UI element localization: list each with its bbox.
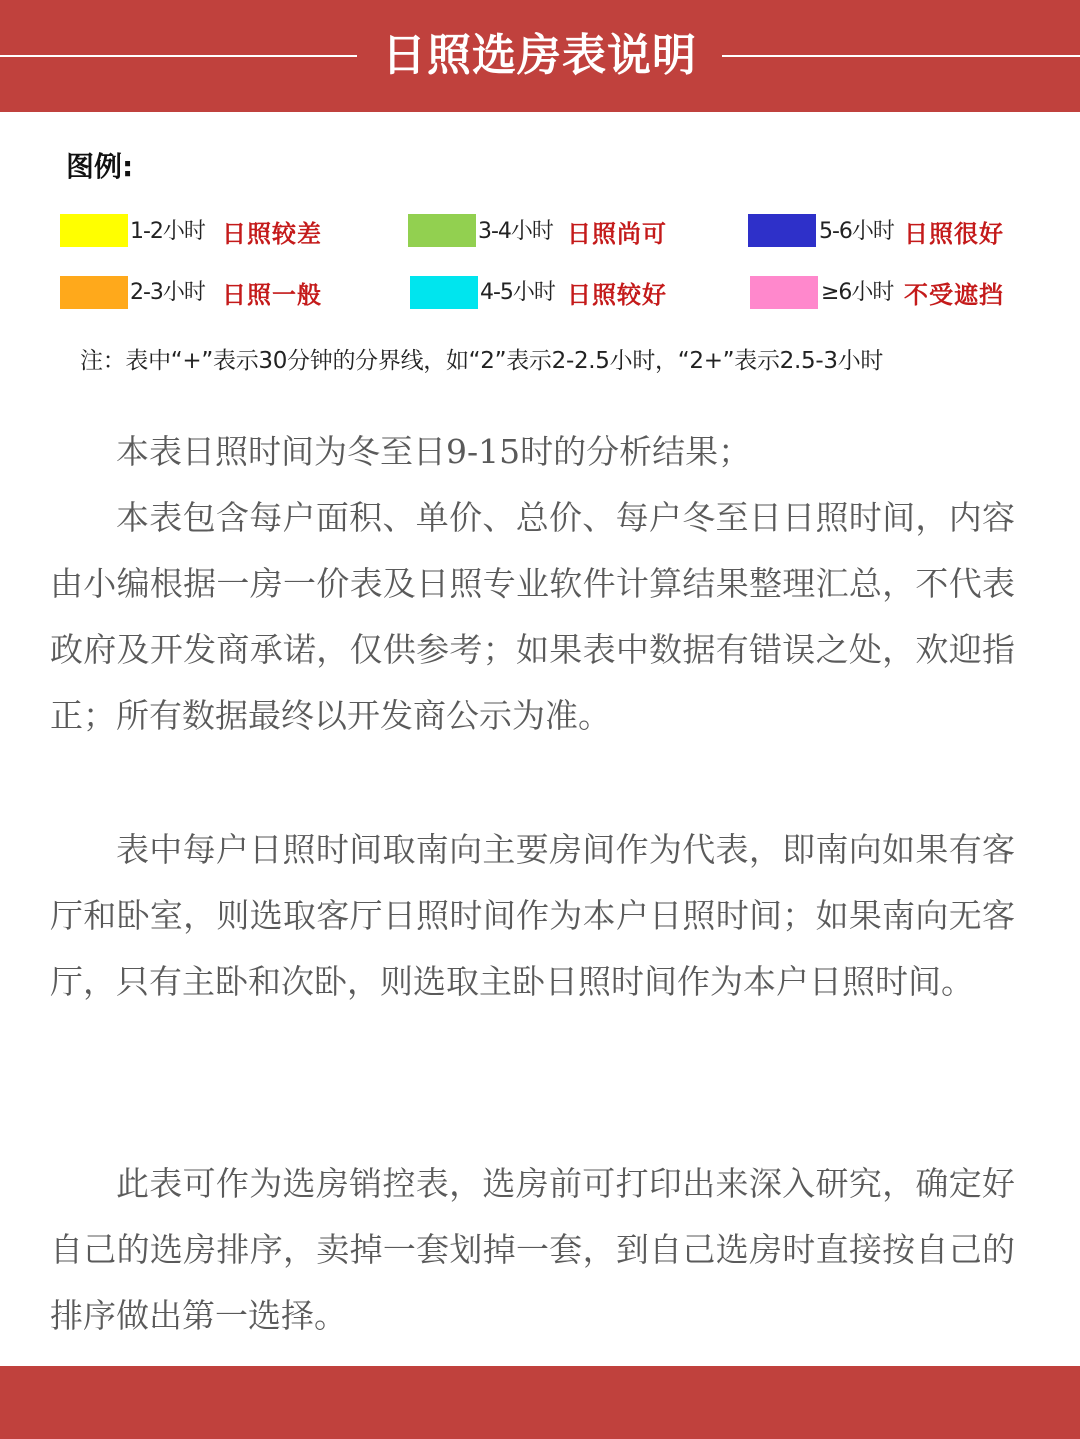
paragraph-usage-tip: 此表可作为选房销控表，选房前可打印出来深入研究，确定好自己的选房排序，卖掉一套划掉一套，到自己选房时直接按自己的排序做出第一选择。: [50, 1164, 1015, 1335]
legend-quality-3-4h: 日照尚可: [567, 220, 667, 248]
header-rule-left: [0, 55, 357, 57]
legend-quality-1-2h: 日照较差: [222, 220, 322, 248]
legend-range-2-3h: 2-3小时: [130, 280, 205, 305]
legend-range-1-2h: 1-2小时: [130, 219, 205, 244]
header-rule-right: [722, 55, 1080, 57]
legend-range-5-6h: 5-6小时: [819, 219, 894, 244]
paragraph-analysis-period: 本表日照时间为冬至日9-15时的分析结果；: [116, 432, 752, 471]
legend-heading: 图例:: [66, 150, 134, 183]
legend-note: 注：表中“+”表示30分钟的分界线，如“2”表示2-2.5小时，“2+”表示2.5-3小时: [80, 348, 884, 374]
header-bar: [0, 0, 1080, 112]
legend-range-3-4h: 3-4小时: [478, 219, 553, 244]
legend-range-6h-plus: ≥6小时: [821, 280, 894, 305]
legend-swatch-4-5h: [410, 276, 478, 309]
paragraph-contents-disclaimer: 本表包含每户面积、单价、总价、每户冬至日日照时间，内容由小编根据一房一价表及日照专业软件计算结果整理汇总，不代表政府及开发商承诺，仅供参考；如果表中数据有错误之处，欢迎指正；所有数据最终以开发商公示为准。: [50, 498, 1015, 735]
legend-swatch-6h-plus: [750, 276, 818, 309]
legend-swatch-5-6h: [748, 214, 816, 247]
legend-range-4-5h: 4-5小时: [480, 280, 555, 305]
paragraph-room-selection-rule: 表中每户日照时间取南向主要房间作为代表，即南向如果有客厅和卧室，则选取客厅日照时间作为本户日照时间；如果南向无客厅，只有主卧和次卧，则选取主卧日照时间作为本户日照时间。: [50, 830, 1015, 1001]
footer-bar: [0, 1366, 1080, 1439]
legend-swatch-1-2h: [60, 214, 128, 247]
legend-swatch-3-4h: [408, 214, 476, 247]
page-title: 日照选房表说明: [382, 30, 697, 81]
legend-quality-6h-plus: 不受遮挡: [904, 281, 1004, 309]
legend-swatch-2-3h: [60, 276, 128, 309]
legend-quality-2-3h: 日照一般: [222, 281, 322, 309]
legend-quality-5-6h: 日照很好: [904, 220, 1004, 248]
legend-quality-4-5h: 日照较好: [567, 281, 667, 309]
